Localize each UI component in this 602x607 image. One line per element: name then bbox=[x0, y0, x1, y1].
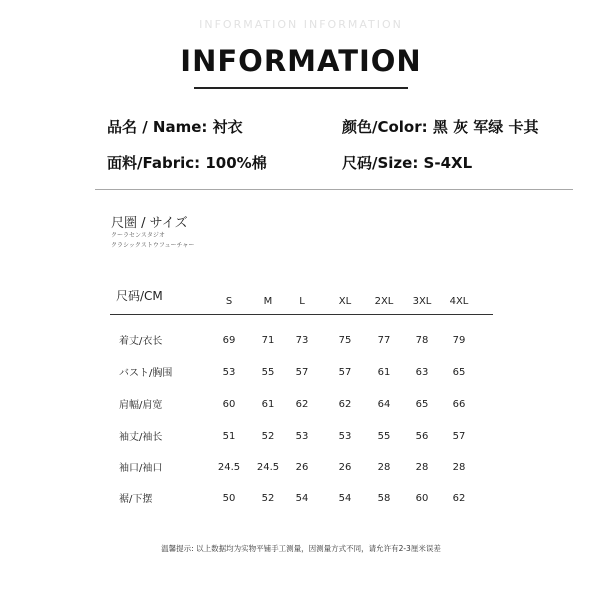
table-cell: 57 bbox=[295, 367, 309, 378]
table-cell: 51 bbox=[222, 431, 236, 442]
table-cell: 28 bbox=[415, 462, 429, 473]
row-label: 着丈/衣长 bbox=[119, 336, 163, 347]
table-cell: 64 bbox=[377, 399, 391, 410]
product-size: 尺码/Size: S-4XL bbox=[342, 154, 473, 172]
table-cell: 73 bbox=[295, 335, 309, 346]
table-cell: 28 bbox=[377, 462, 391, 473]
unit-label: 尺码/CM bbox=[116, 289, 163, 303]
table-cell: 63 bbox=[415, 367, 429, 378]
table-cell: 65 bbox=[452, 367, 466, 378]
size-chart-title: 尺圏 / サイズ bbox=[111, 216, 188, 231]
table-cell: 61 bbox=[261, 399, 275, 410]
table-cell: 53 bbox=[222, 367, 236, 378]
table-cell: 79 bbox=[452, 335, 466, 346]
size-chart-subtitle-2: クラシックストウフューチャー bbox=[111, 242, 195, 249]
column-header: 4XL bbox=[449, 296, 469, 307]
table-cell: 60 bbox=[222, 399, 236, 410]
column-header: 3XL bbox=[412, 296, 432, 307]
table-cell: 24.5 bbox=[256, 462, 280, 473]
table-cell: 52 bbox=[261, 493, 275, 504]
table-cell: 50 bbox=[222, 493, 236, 504]
table-cell: 26 bbox=[338, 462, 352, 473]
page-title: INFORMATION bbox=[180, 44, 422, 78]
table-cell: 62 bbox=[338, 399, 352, 410]
table-cell: 57 bbox=[338, 367, 352, 378]
table-cell: 26 bbox=[295, 462, 309, 473]
table-cell: 65 bbox=[415, 399, 429, 410]
product-name: 品名 / Name: 衬衣 bbox=[107, 118, 243, 136]
table-cell: 53 bbox=[295, 431, 309, 442]
faint-header-text: INFORMATION INFORMATION bbox=[199, 18, 403, 31]
row-label: 肩幅/肩宽 bbox=[119, 400, 163, 411]
title-underline bbox=[194, 87, 408, 89]
table-cell: 71 bbox=[261, 335, 275, 346]
table-cell: 54 bbox=[295, 493, 309, 504]
row-label: 袖丈/袖长 bbox=[119, 432, 163, 443]
table-cell: 52 bbox=[261, 431, 275, 442]
column-header: S bbox=[225, 296, 233, 307]
table-cell: 61 bbox=[377, 367, 391, 378]
table-cell: 75 bbox=[338, 335, 352, 346]
table-cell: 55 bbox=[377, 431, 391, 442]
section-divider bbox=[95, 189, 573, 190]
table-cell: 53 bbox=[338, 431, 352, 442]
row-label: 袖口/袖口 bbox=[119, 463, 163, 474]
table-cell: 60 bbox=[415, 493, 429, 504]
measurement-note: 温馨提示: 以上数据均为实物平铺手工测量，因测量方式不同，请允许有2-3厘米误差 bbox=[161, 544, 441, 553]
table-cell: 28 bbox=[452, 462, 466, 473]
size-chart-subtitle-1: クーラセンスタジオ bbox=[111, 232, 165, 239]
table-cell: 62 bbox=[452, 493, 466, 504]
table-cell: 66 bbox=[452, 399, 466, 410]
row-label: 裾/下摆 bbox=[119, 494, 153, 505]
row-label: バスト/胸围 bbox=[119, 368, 173, 379]
table-cell: 55 bbox=[261, 367, 275, 378]
table-cell: 24.5 bbox=[217, 462, 241, 473]
table-cell: 69 bbox=[222, 335, 236, 346]
table-cell: 62 bbox=[295, 399, 309, 410]
product-fabric: 面料/Fabric: 100%棉 bbox=[107, 154, 267, 172]
table-cell: 54 bbox=[338, 493, 352, 504]
table-cell: 56 bbox=[415, 431, 429, 442]
table-cell: 58 bbox=[377, 493, 391, 504]
table-cell: 77 bbox=[377, 335, 391, 346]
column-header: L bbox=[299, 296, 305, 307]
table-cell: 57 bbox=[452, 431, 466, 442]
product-color: 颜色/Color: 黑 灰 军绿 卡其 bbox=[342, 118, 539, 136]
column-header: 2XL bbox=[374, 296, 394, 307]
table-header-rule bbox=[110, 314, 493, 315]
table-cell: 78 bbox=[415, 335, 429, 346]
column-header: XL bbox=[338, 296, 352, 307]
column-header: M bbox=[263, 296, 273, 307]
